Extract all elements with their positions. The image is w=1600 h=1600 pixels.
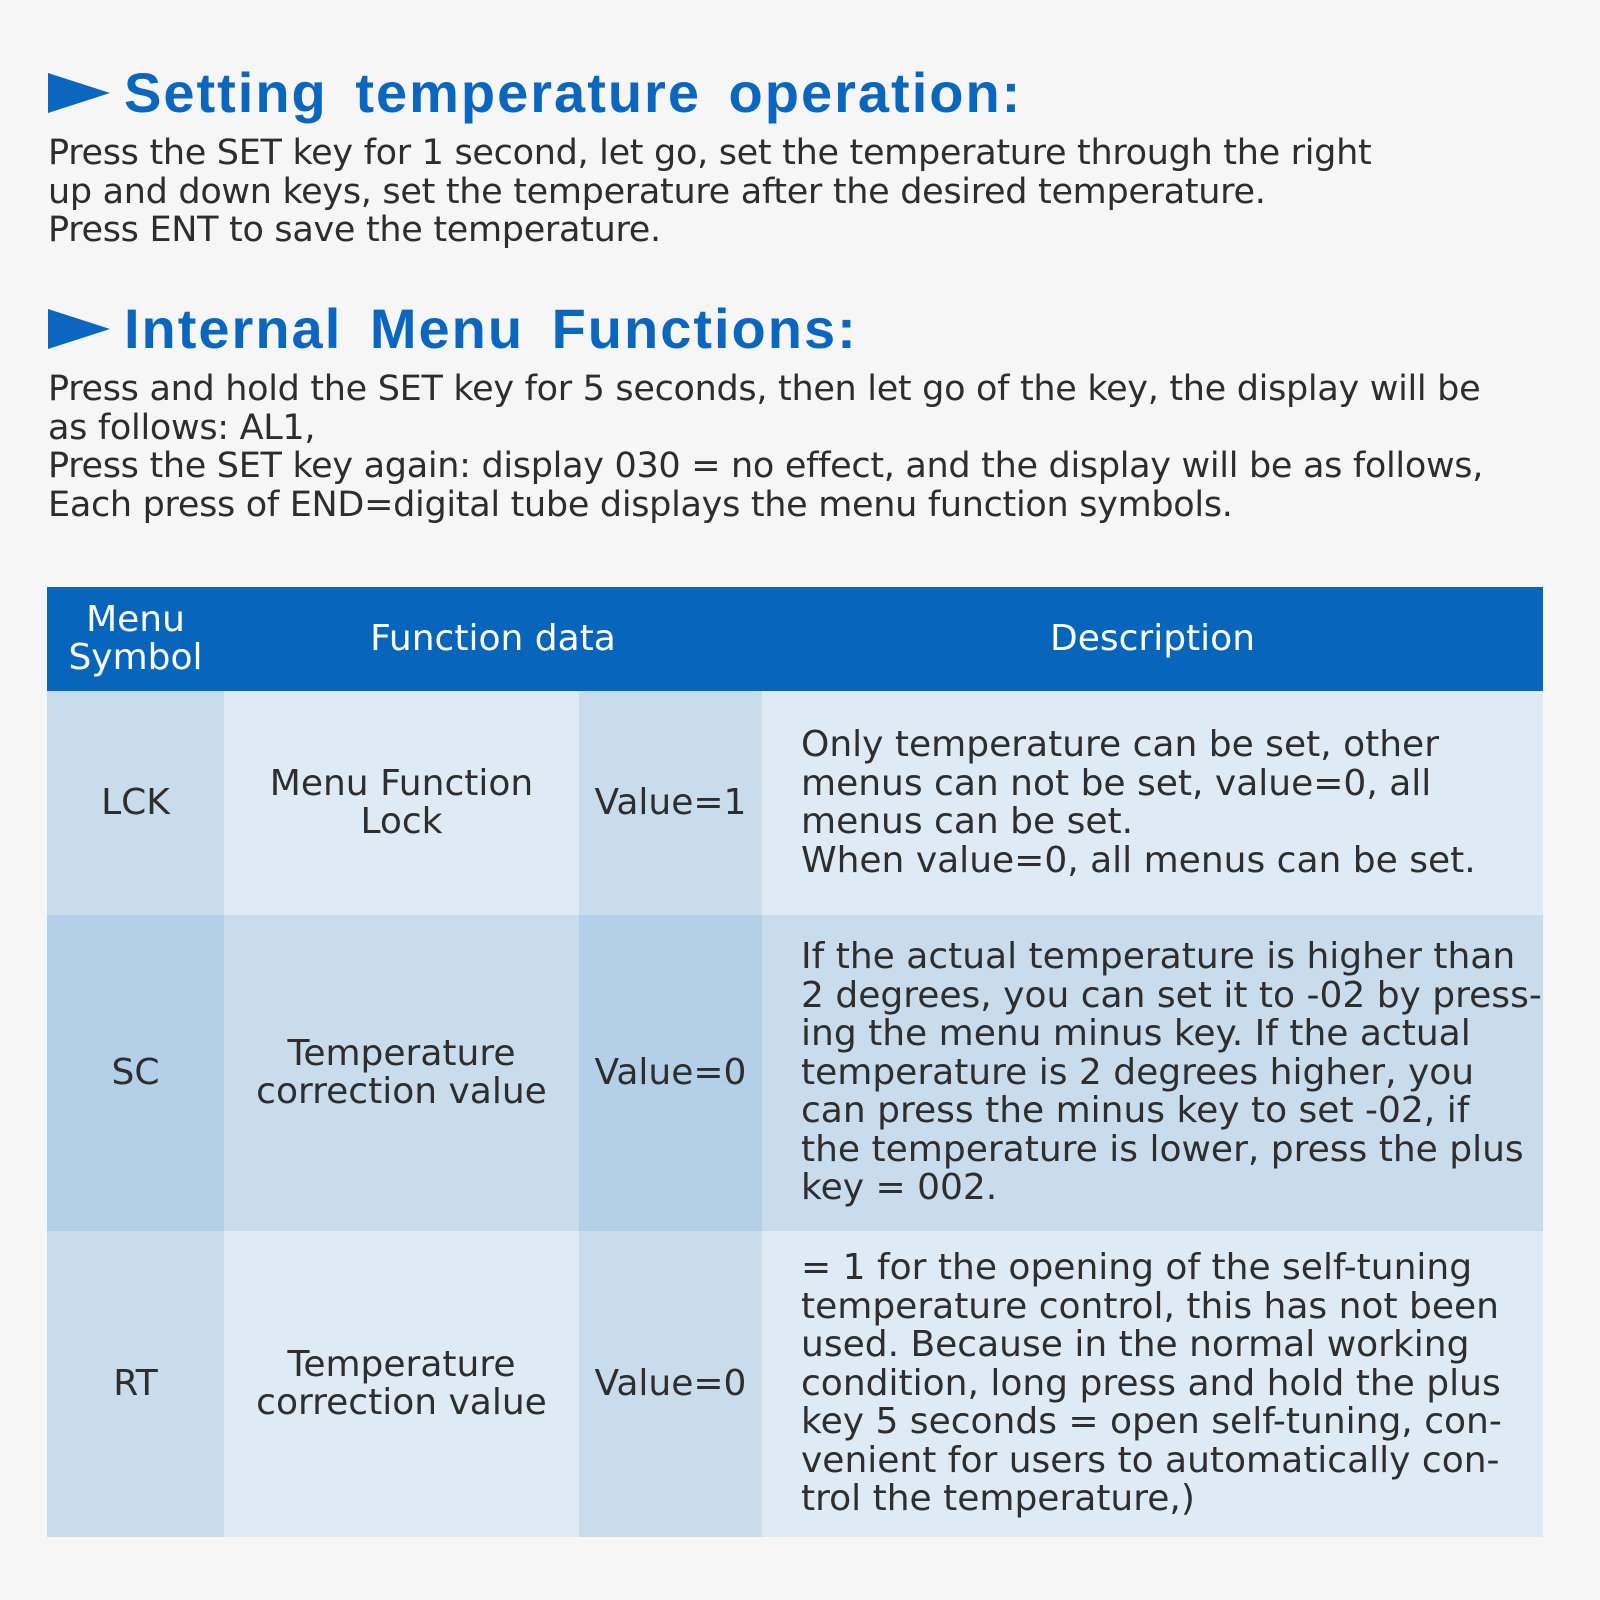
function-name-line: correction value	[256, 1071, 547, 1112]
header-label: Symbol	[68, 637, 203, 678]
paragraph-line: Press and hold the SET key for 5 seconds, then let go of the key, the display will be	[48, 369, 1481, 409]
menu-functions-table	[47, 587, 1543, 1537]
function-name-line: Lock	[360, 801, 443, 842]
description-line: can press the minus key to set -02, if	[801, 1090, 1470, 1132]
description-line: ing the menu minus key. If the actual	[801, 1013, 1471, 1055]
value-cell: Value=1	[579, 691, 762, 915]
description-line: key 5 seconds = open self-tuning, con-	[801, 1401, 1502, 1443]
header-description: Description	[1049, 618, 1256, 659]
description-line: If the actual temperature is higher than	[801, 936, 1516, 978]
description-line: condition, long press and hold the plus	[801, 1362, 1501, 1404]
play-arrow-icon	[48, 309, 110, 349]
description-line: venient for users to automatically con-	[801, 1439, 1500, 1481]
function-name-cell	[224, 691, 579, 915]
description-cell	[762, 1231, 1543, 1537]
section-heading-setting-temperature	[48, 60, 1022, 125]
section-title: Internal Menu Functions:	[124, 297, 858, 360]
header-menu-symbol	[47, 587, 224, 691]
description-line: = 1 for the opening of the self-tuning	[801, 1247, 1473, 1289]
table-row	[47, 1231, 1543, 1537]
description-line: key = 002.	[801, 1167, 998, 1209]
menu-symbol-cell: SC	[47, 915, 224, 1231]
menu-symbol-cell: LCK	[47, 691, 224, 915]
function-name-cell	[224, 915, 579, 1231]
section-title: Setting temperature operation:	[124, 61, 1023, 124]
description-cell	[762, 915, 1543, 1231]
section-paragraph-setting-temperature	[48, 134, 1558, 250]
table-row	[47, 691, 1543, 915]
description-line: trol the temperature,)	[801, 1478, 1195, 1520]
value-cell: Value=0	[579, 1231, 762, 1537]
function-name-line: correction value	[256, 1382, 547, 1423]
section-heading-internal-menu	[48, 296, 858, 361]
description-line: used. Because in the normal working	[801, 1324, 1470, 1366]
paragraph-line: Press the SET key again: display 030 = no effect, and the display will be as follows,	[48, 446, 1484, 486]
paragraph-line: as follows: AL1,	[48, 407, 316, 448]
description-cell	[762, 691, 1543, 915]
description-line: temperature is 2 degrees higher, you	[801, 1051, 1475, 1093]
header-label: Menu	[86, 599, 185, 640]
paragraph-line: up and down keys, set the temperature after the desired temperature.	[48, 171, 1266, 212]
section-paragraph-internal-menu	[48, 370, 1558, 524]
description-line: the temperature is lower, press the plus	[801, 1128, 1524, 1170]
function-name-line: Menu Function	[269, 762, 534, 804]
paragraph-line: Press ENT to save the temperature.	[48, 210, 661, 250]
description-line: When value=0, all menus can be set.	[801, 839, 1476, 881]
description-line: menus can be set.	[801, 801, 1134, 842]
table-header	[47, 587, 1543, 691]
table-row	[47, 915, 1543, 1231]
description-line: 2 degrees, you can set it to -02 by press-	[801, 974, 1542, 1016]
paragraph-line: Each press of END=digital tube displays the menu function symbols.	[48, 484, 1233, 525]
header-function-data: Function data	[370, 618, 616, 659]
description-line: temperature control, this has not been	[801, 1285, 1499, 1327]
description-line: menus can not be set, value=0, all	[801, 762, 1432, 804]
function-name-line: Temperature	[287, 1343, 516, 1385]
value-cell: Value=0	[579, 915, 762, 1231]
description-line: Only temperature can be set, other	[801, 724, 1439, 765]
paragraph-line: Press the SET key for 1 second, let go, set the temperature through the right	[48, 133, 1372, 173]
function-name-line: Temperature	[287, 1032, 516, 1074]
function-name-cell	[224, 1231, 579, 1537]
play-arrow-icon	[48, 73, 110, 113]
menu-symbol-cell: RT	[47, 1231, 224, 1537]
